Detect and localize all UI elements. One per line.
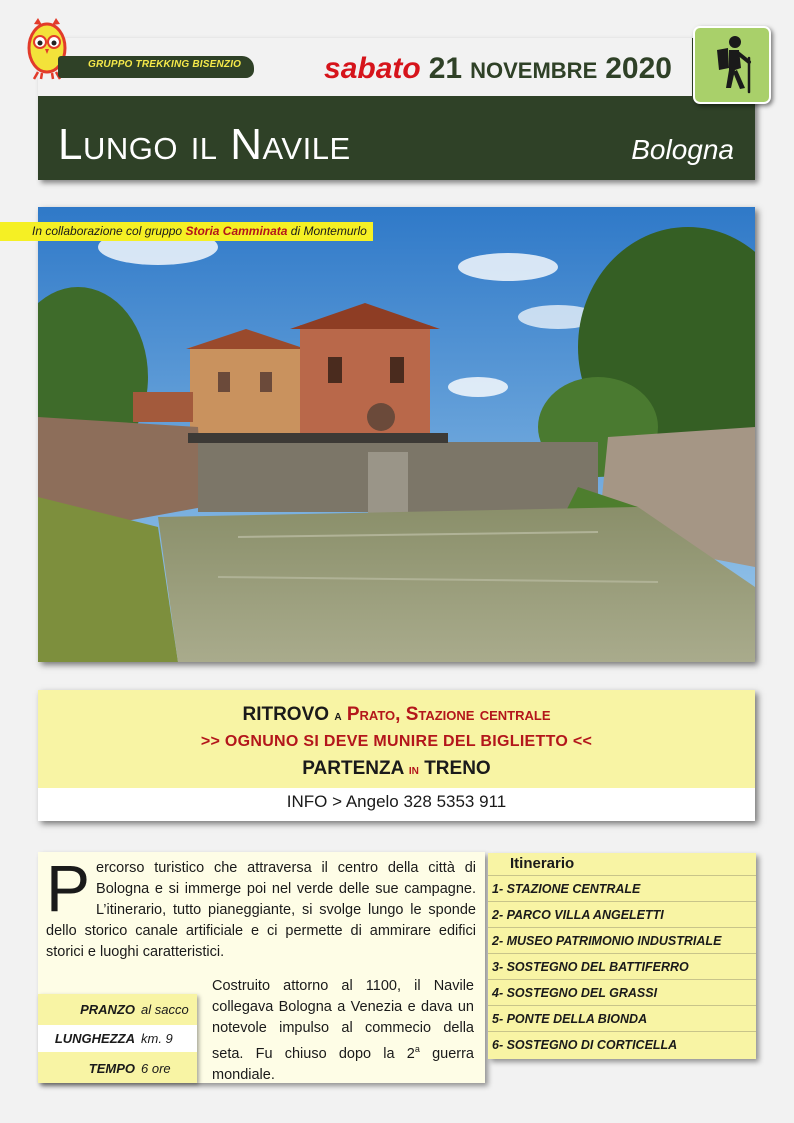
itinerary-item: 4- SOSTEGNO DEL GRASSI <box>488 979 756 1005</box>
group-logo <box>24 18 242 90</box>
partenza-mode: TRENO <box>424 758 491 779</box>
hiker-badge <box>693 26 771 104</box>
itinerary-item: 1- STAZIONE CENTRALE <box>488 875 756 901</box>
stat-length <box>38 1025 197 1052</box>
description-para2 <box>212 976 474 1086</box>
hiker-icon <box>695 28 769 102</box>
collaboration-banner <box>0 222 373 241</box>
description-text1: ercorso turistico che attraversa il centro della città di Bologna e si immerge poi nel verde delle sue campagne. L’itinerario, tutto pianeggiante, si svolge lungo le sponde dello storico canale artificiale e ci permette di ammirare edifici storici e luoghi caratteristici. <box>46 860 476 960</box>
location-name: Bologna <box>631 134 734 165</box>
date-day: sabato <box>324 52 421 85</box>
stats-box <box>38 994 197 1083</box>
canal-photo-illustration <box>38 207 755 662</box>
collab-group: Storia Camminata <box>185 224 288 238</box>
date-year: 2020 <box>605 52 672 85</box>
description-text2a: Costruito attorno al 1100, il Navile collegava Bologna a Venezia e dava un notevole impulso al commecio della seta. Fu chiuso dopo la 2 <box>212 978 474 1062</box>
meeting-box <box>38 690 755 821</box>
stat-time <box>38 1055 197 1082</box>
departure <box>38 758 755 780</box>
itinerary-item: 2- MUSEO PATRIMONIO INDUSTRIALE <box>488 927 756 953</box>
collab-suffix: di Montemurlo <box>287 224 367 238</box>
itinerary-item: 6- SOSTEGNO DI CORTICELLA <box>488 1031 756 1057</box>
stat-value: km. 9 <box>141 1031 173 1046</box>
itinerary-title: Itinerario <box>510 855 575 872</box>
itinerary-box <box>488 853 756 1059</box>
stat-label: PRANZO <box>80 1002 135 1017</box>
itinerary-item: 5- PONTE DELLA BIONDA <box>488 1005 756 1031</box>
description-para1 <box>46 851 476 963</box>
collab-prefix: In collaborazione col gruppo <box>32 224 186 238</box>
partenza-prep: in <box>408 761 419 777</box>
date-month: NOVEMBRE <box>470 58 598 83</box>
partenza-label: PARTENZA <box>302 758 404 779</box>
date-number: 21 <box>428 52 463 85</box>
ticket-note: >> OGNUNO SI DEVE MUNIRE DEL BIGLIETTO << <box>200 733 593 750</box>
stat-label: LUNGHEZZA <box>54 1031 135 1046</box>
itinerary-item: 2- PARCO VILLA ANGELETTI <box>488 901 756 927</box>
event-date <box>324 52 672 86</box>
ritrovo-label: RITROVO <box>242 704 330 725</box>
dropcap: P <box>46 851 91 925</box>
itinerary-item: 3- SOSTEGNO DEL BATTIFERRO <box>488 953 756 979</box>
stat-lunch <box>38 996 197 1023</box>
description-sup: a <box>414 1044 420 1054</box>
meeting-point <box>38 704 755 726</box>
canal-photo <box>38 207 755 662</box>
contact-info: INFO > Angelo 328 5353 911 <box>286 792 507 811</box>
description-text2b: guerra mondiale. <box>212 1045 474 1083</box>
stat-label: TEMPO <box>88 1061 135 1076</box>
stat-value: 6 ore <box>141 1061 171 1076</box>
ritrovo-prep: a <box>334 707 342 723</box>
group-name: GRUPPO TREKKING BISENZIO <box>88 59 242 70</box>
meeting-details <box>38 690 755 788</box>
stat-value: al sacco <box>141 1002 189 1017</box>
page-title: Lungo il Navile <box>58 120 351 169</box>
ritrovo-place: Prato, Stazione centrale <box>346 704 551 725</box>
